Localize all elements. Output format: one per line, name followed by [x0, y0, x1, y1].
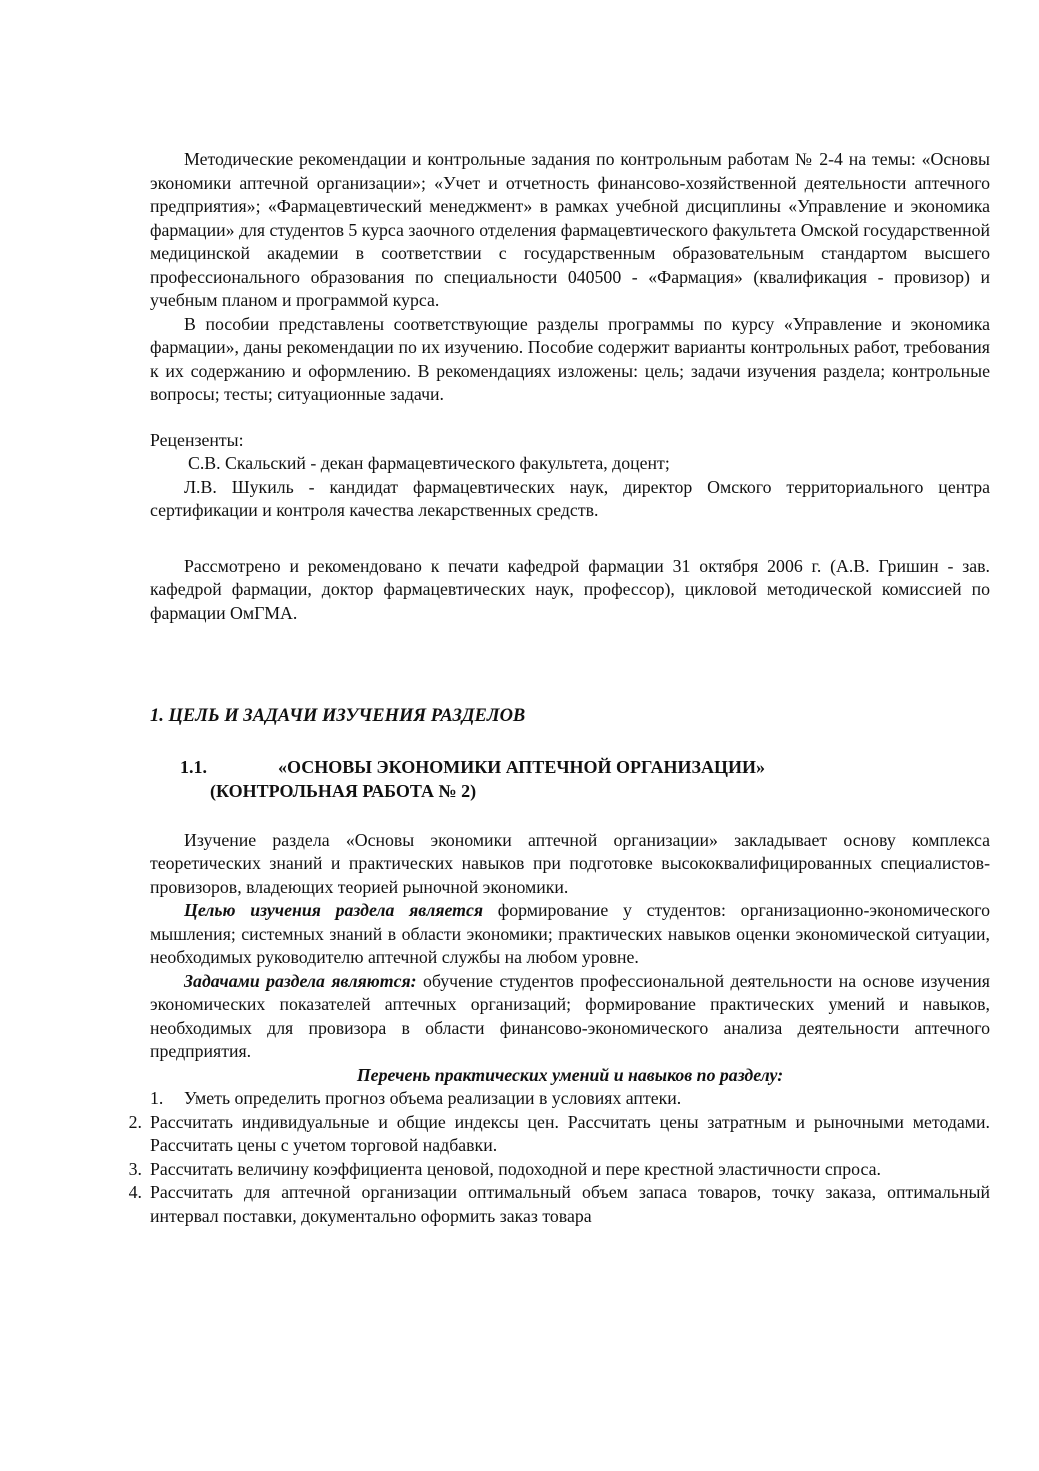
goal-paragraph [150, 899, 990, 970]
list-item-text: Рассчитать величину коэффициента ценовой, подоходной и пере крестной эластичности спроса. [150, 1158, 881, 1179]
intro-paragraph-2: В пособии представлены соответствующие разделы программы по курсу «Управление и экономика фармации», даны рекомендации по их изучению. Пособие содержит варианты контрольных работ, требования к их содержанию и оформлению. В рекомендациях изложены: цель; задачи изучения раздела; контрольные вопросы; тесты; ситуационные задачи. [150, 313, 990, 404]
tasks-paragraph [150, 970, 990, 1064]
document-page [128, 148, 990, 1228]
reviewer-2: Л.В. Шукиль - кандидат фармацевтических наук, директор Омского территориального центра сертификации и контроля качества лекарственных средств. [150, 476, 990, 520]
skills-list [128, 1087, 990, 1228]
section-paragraph-1: Изучение раздела «Основы экономики аптечной организации» закладывает основу комплекса теоретических знаний и практических навыков при подготовке высококвалифицированных специалистов-провизоров, владеющих теорией рыночной экономики. [150, 829, 990, 897]
list-item-text: Рассчитать для аптечной организации оптимальный объем запаса товаров, точку заказа, оптимальный интервал поставки, документально оформить заказ товара [150, 1182, 990, 1226]
subsection-subtitle: (КОНТРОЛЬНАЯ РАБОТА № 2) [210, 780, 477, 801]
list-item-text: Уметь определить прогноз объема реализации в условиях аптеки. [184, 1088, 682, 1108]
list-item-number: 4. [128, 1182, 142, 1202]
subsection-number: 1.1. [180, 756, 207, 777]
intro-paragraph-1: Методические рекомендации и контрольные задания по контрольным работам № 2-4 на темы: «Основы экономики аптечной организации»; «Учет и отчетность финансово-хозяйственной деятельности аптечного предприятия»; «Фармацевтический менеджмент» в рамках учебной дисциплины «Управление и экономика фармации» для студентов 5 курса заочного отделения фармацевтического факультета Омской государственной медицинской академии в соответствии с государственным образовательным стандартом высшего профессионального образования по специальности 040500 - «Фармация» (квалификация - провизор) и учебным планом и программой курса. [150, 149, 990, 310]
list-item-number: 1. [150, 1088, 164, 1108]
subsection-heading [150, 755, 990, 803]
list-item [128, 1181, 990, 1228]
reviewers-title: Рецензенты: [150, 429, 244, 450]
list-item-number: 3. [128, 1158, 142, 1179]
list-item [150, 1087, 990, 1111]
reviewer-1: С.В. Скальский - декан фармацевтического факультета, доцент; [188, 453, 670, 473]
goal-text: формирование у студентов: организационно-экономического мышления; системных знаний в области экономики; практических навыков оценки экономической ситуации, необходимых руководителю аптечной службы на любом уровне. [150, 900, 990, 967]
goal-label: Целью изучения раздела является [184, 900, 484, 920]
list-item-text: Рассчитать индивидуальные и общие индексы цен. Рассчитать цены затратным и рыночными методами. Рассчитать цены с учетом торговой надбавки. [150, 1111, 990, 1155]
list-item [128, 1158, 990, 1182]
list-item [128, 1111, 990, 1158]
approval-paragraph: Рассмотрено и рекомендовано к печати кафедрой фармации 31 октября 2006 г. (А.В. Гришин - зав. кафедрой фармации, доктор фармацевтических наук, профессор), цикловой методической комиссией по фармации ОмГМА. [150, 555, 990, 623]
list-item-number: 2. [128, 1111, 142, 1132]
tasks-text: обучение студентов профессиональной деятельности на основе изучения экономических показателей аптечных организаций; формирование практических умений и навыков, необходимых для провизора в области финансово-экономического анализа деятельности аптечного предприятия. [150, 970, 990, 1061]
subsection-title: «ОСНОВЫ ЭКОНОМИКИ АПТЕЧНОЙ ОРГАНИЗАЦИИ» [278, 756, 766, 777]
section-title: 1. ЦЕЛЬ И ЗАДАЧИ ИЗУЧЕНИЯ РАЗДЕЛОВ [150, 706, 526, 726]
skills-title: Перечень практических умений и навыков по разделу: [356, 1064, 784, 1085]
tasks-label: Задачами раздела являются: [184, 970, 417, 991]
